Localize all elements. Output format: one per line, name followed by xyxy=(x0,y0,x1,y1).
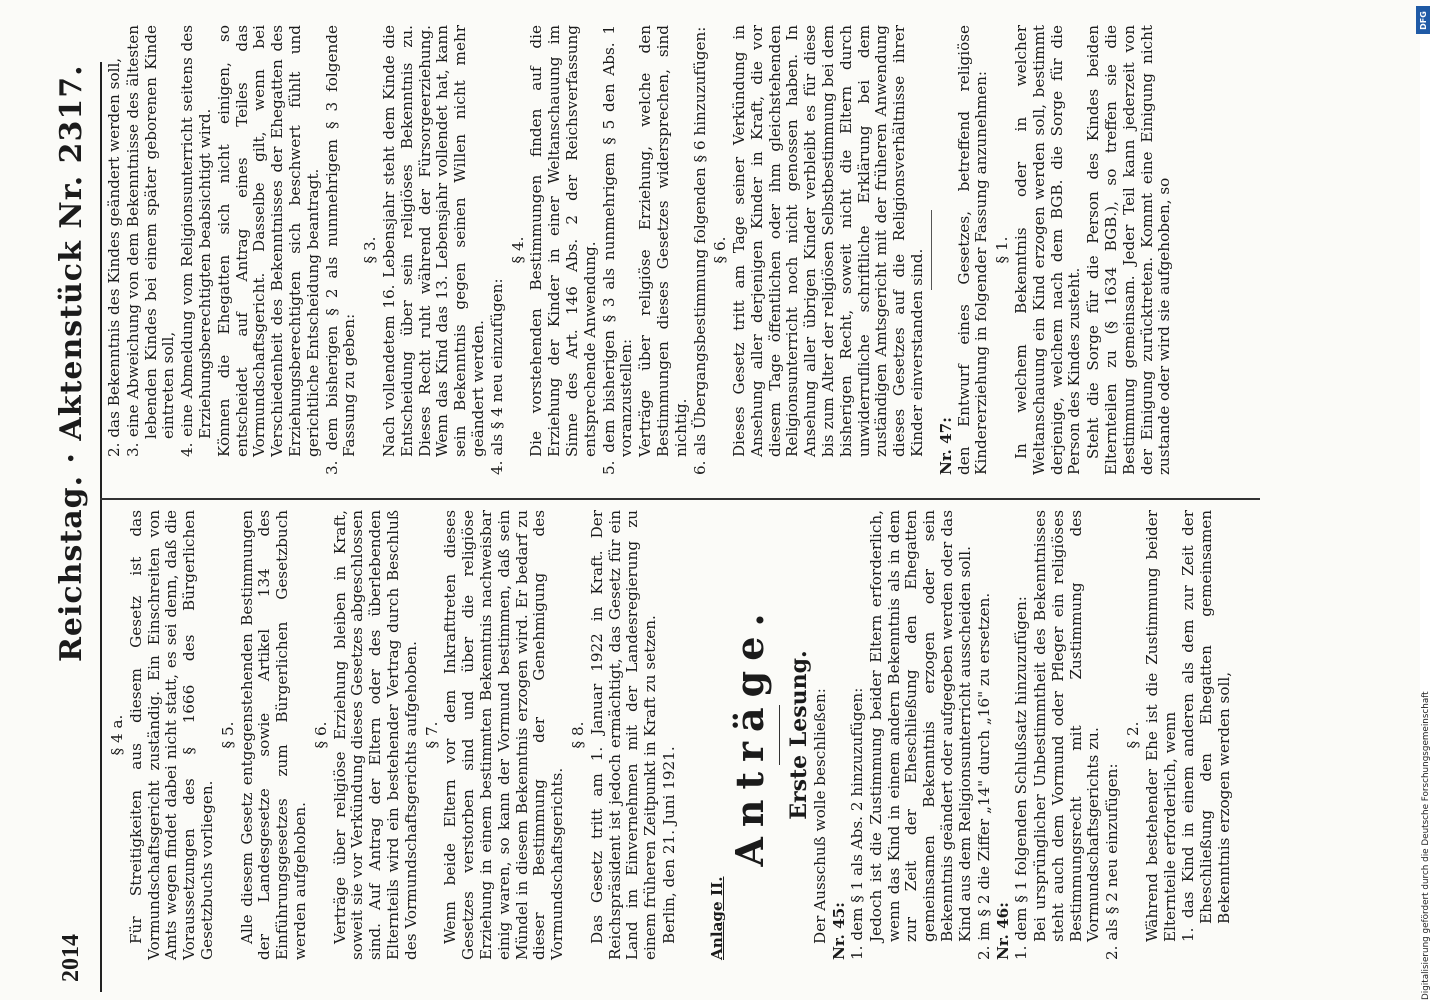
list-item: 2. im § 2 die Ziffer „14" durch „16" zu ersetzen. xyxy=(974,592,993,960)
list-item: 4. als § 4 neu einzufügen: xyxy=(487,278,506,475)
section-text: Wenn beide Eltern vor dem Inkrafttreten dieses Gesetzes verstorben sind und über die religiöse Erziehung in einem bestimmten Bekenntnis nachweisbar einig waren, so kann der Vormund bestimmen, daß sein Mündel in diesem Bekenntnis erzogen wird. Er bedarf zu dieser Bestimmung der Genehmigung des Vormundschaftsgerichts. xyxy=(441,510,567,960)
page-header xyxy=(50,62,102,992)
list-item: 5. dem bisherigen § 3 als nunmehrigem § 5 den Abs. 1 voranzustellen: xyxy=(599,25,636,475)
dfg-logo: DFG xyxy=(1416,6,1430,34)
list-item: 6. als Übergangsbestimmung folgenden § 6 hinzuzufügen: xyxy=(690,26,709,475)
quoted-text: Nach vollendetem 16. Lebensjahr steht dem Kinde die Entscheidung über sein religiöses Bekenntnis zu. Dieses Recht ruht während der Fürsorgeerziehung. Wenn das Kind das 13. Lebensjahr vollendet hat, kann sein Bekenntnis gegen seinen Willen nicht mehr geändert werden. xyxy=(379,25,487,457)
section-text: In welchem Bekenntnis oder in welcher Weltanschauung ein Kind erzogen werden soll, bestimmt derjenige, welchem nach dem BGB. die Sorge für die Person des Kindes zusteht. xyxy=(1012,25,1084,475)
motion-label: Nr. 47: xyxy=(936,417,955,475)
section-heading: § 4 a. xyxy=(108,714,126,756)
right-column xyxy=(106,25,1175,475)
section-text: Steht die Sorge für die Person des Kindes beiden Elternteilen zu (§ 1634 BGB.), so treffen sie die Bestimmung gemeinsam. Jeder Teil kann jederzeit von der Einigung zurücktreten. Kommt eine Einigung nicht zustande oder wird sie aufgehoben, so xyxy=(1084,25,1174,475)
list-item: 1. dem § 1 als Abs. 2 hinzuzufügen: xyxy=(848,687,867,960)
section-text: Das Gesetz tritt am 1. Januar 1922 in Kraft. Der Reichspräsident ist jedoch ermächtigt, das Gesetz für ein Land im Einvernehmen mit der Landesregierung zu einem früheren Zeitpunkt in Kraft zu setzen. xyxy=(587,510,660,960)
quoted-text: Jedoch ist die Zustimmung beider Eltern erforderlich, wenn das Kind in einem andern Bekenntnis als in dem zur Zeit der Eheschließung den Ehegatten gemeinsamen Bekenntnis erzogen oder sein Bekenntnis geändert oder aufgegeben werden oder das Kind aus dem Religionsunterricht ausscheiden soll. xyxy=(866,510,974,942)
section-heading: § 4. xyxy=(508,236,527,264)
lesung-title: Erste Lesung. xyxy=(785,650,812,820)
list-item: 2. das Bekenntnis des Kindes geändert werden soll, xyxy=(105,57,123,457)
section-heading: § 1. xyxy=(993,236,1012,264)
quoted-text: Dieses Gesetz tritt am Tage seiner Verkündung in Ansehung aller derjenigen Kinder in Kraft, die vor diesem Tage öffentlichen oder ihm gleichstehenden Religionsunterricht noch nicht genossen haben. In Ansehung aller übrigen Kinder verbleibt es für diese bis zum Alter der religiösen Selbstbestimmung bei dem bisherigen Recht, soweit nicht die Eltern durch unwiderrufliche schriftliche Erklärung bei dem zuständigen Amtsgericht mit der früheren Anwendung dieses Gesetzes auf die Religionsverhältnisse ihrer Kinder einverstanden sind. xyxy=(730,25,927,457)
section-text: Verträge über religiöse Erziehung bleiben in Kraft, soweit sie vor Verkündung dieses Gesetzes abgeschlossen sind. Auf Antrag der Eltern oder des überlebenden Elternteils wird ein bestehender Vertrag durch Beschluß des Vormundschaftsgerichts aufgehoben. xyxy=(330,510,420,960)
anlage-label: Anlage II. xyxy=(707,876,726,960)
motion-label: Nr. 45: xyxy=(830,902,849,960)
running-title: Reichstag. · Aktenstück Nr. 2317. xyxy=(54,64,89,662)
section-text: Für Streitigkeiten aus diesem Gesetz ist das Vormundschaftsgericht zuständig. Ein Einschreiten von Amts wegen findet dabei nicht statt, es sei denn, daß die Voraussetzungen des § 1666 des Bürgerlichen Gesetzbuchs vorliegen. xyxy=(126,510,216,960)
page-number: 2014 xyxy=(58,934,84,982)
quoted-text: Die vorstehenden Bestimmungen finden auf die Erziehung der Kinder in einer Weltanschauung im Sinne des Art. 146 Abs. 2 der Reichsverfassung entsprechende Anwendung. xyxy=(527,25,599,457)
list-item: 1. das Kind in einem anderen als dem zur Zeit der Eheschließung den Ehegatten gemeinsamen Bekenntnis erzogen werden soll, xyxy=(1179,510,1234,942)
section-rule xyxy=(931,210,932,290)
list-item: 3. dem bisherigen § 2 als nunmehrigem § 3 folgende Fassung zu geben: xyxy=(322,25,359,475)
section-heading: § 6. xyxy=(311,721,330,749)
quoted-text: Bei ursprünglicher Unbestimmtheit des Bekenntnisses steht auch dem Vormund oder Pfleger ein religiöses Bestimmungsrecht mit Zustimmung des Vormundschaftsgerichts zu. xyxy=(1031,510,1103,942)
column-divider xyxy=(100,498,1260,500)
title-rule xyxy=(779,705,780,765)
digitization-note: Digitalisierung gefördert durch die Deutsche Forschungsgemeinschaft xyxy=(1421,691,1431,1000)
section-heading: § 3. xyxy=(361,236,380,264)
date-line: Berlin, den 21. Juni 1921. xyxy=(659,746,678,944)
section-heading: § 2. xyxy=(1124,721,1143,749)
section-heading: § 6. xyxy=(711,236,730,264)
ausschuss-line: Der Ausschuß wolle beschließen: xyxy=(810,688,829,944)
quoted-text: Während bestehender Ehe ist die Zustimmung beider Elternteile erforderlich, wenn xyxy=(1142,510,1179,942)
list-item: 3. eine Abweichung von dem Bekenntnisse des ältesten lebenden Kindes bei einem später geborenen Kinde eintreten soll, xyxy=(123,25,178,457)
motion-text: den Entwurf eines Gesetzes, betreffend religiöse Kindererziehung in folgender Fassung anzunehmen: xyxy=(954,25,991,475)
antraege-title: Anträge. xyxy=(726,603,772,867)
section-heading: § 8. xyxy=(568,721,587,749)
section-heading: § 5. xyxy=(218,721,237,749)
left-column xyxy=(106,510,1235,960)
list-item: 1. dem § 1 folgenden Schlußsatz hinzuzufügen: xyxy=(1012,596,1031,960)
list-item: 2. als § 2 neu einzufügen: xyxy=(1103,763,1122,960)
section-heading: § 7. xyxy=(422,721,441,749)
list-item: 4. eine Abmeldung vom Religionsunterricht seitens des Erziehungsberechtigten beabsichtigt wird. xyxy=(178,25,214,457)
quoted-text: Können die Ehegatten sich nicht einigen, so entscheidet auf Antrag eines Teiles das Vormundschaftsgericht. Dasselbe gilt, wenn bei Verschiedenheit des Bekenntnisses der Ehegatten des Erziehungsberechtigten sich beschwert fühlt und gerichtliche Entscheidung beantragt. xyxy=(214,25,322,457)
motion-label: Nr. 46: xyxy=(994,902,1013,960)
quoted-text: Verträge über religiöse Erziehung, welche den Bestimmungen dieses Gesetzes widersprechen, sind nichtig. xyxy=(636,25,690,457)
section-text: Alle diesem Gesetz entgegenstehenden Bestimmungen der Landesgesetze sowie Artikel 134 des Einführungsgesetzes zum Bürgerlichen Gesetzbuch werden aufgehoben. xyxy=(237,510,309,960)
